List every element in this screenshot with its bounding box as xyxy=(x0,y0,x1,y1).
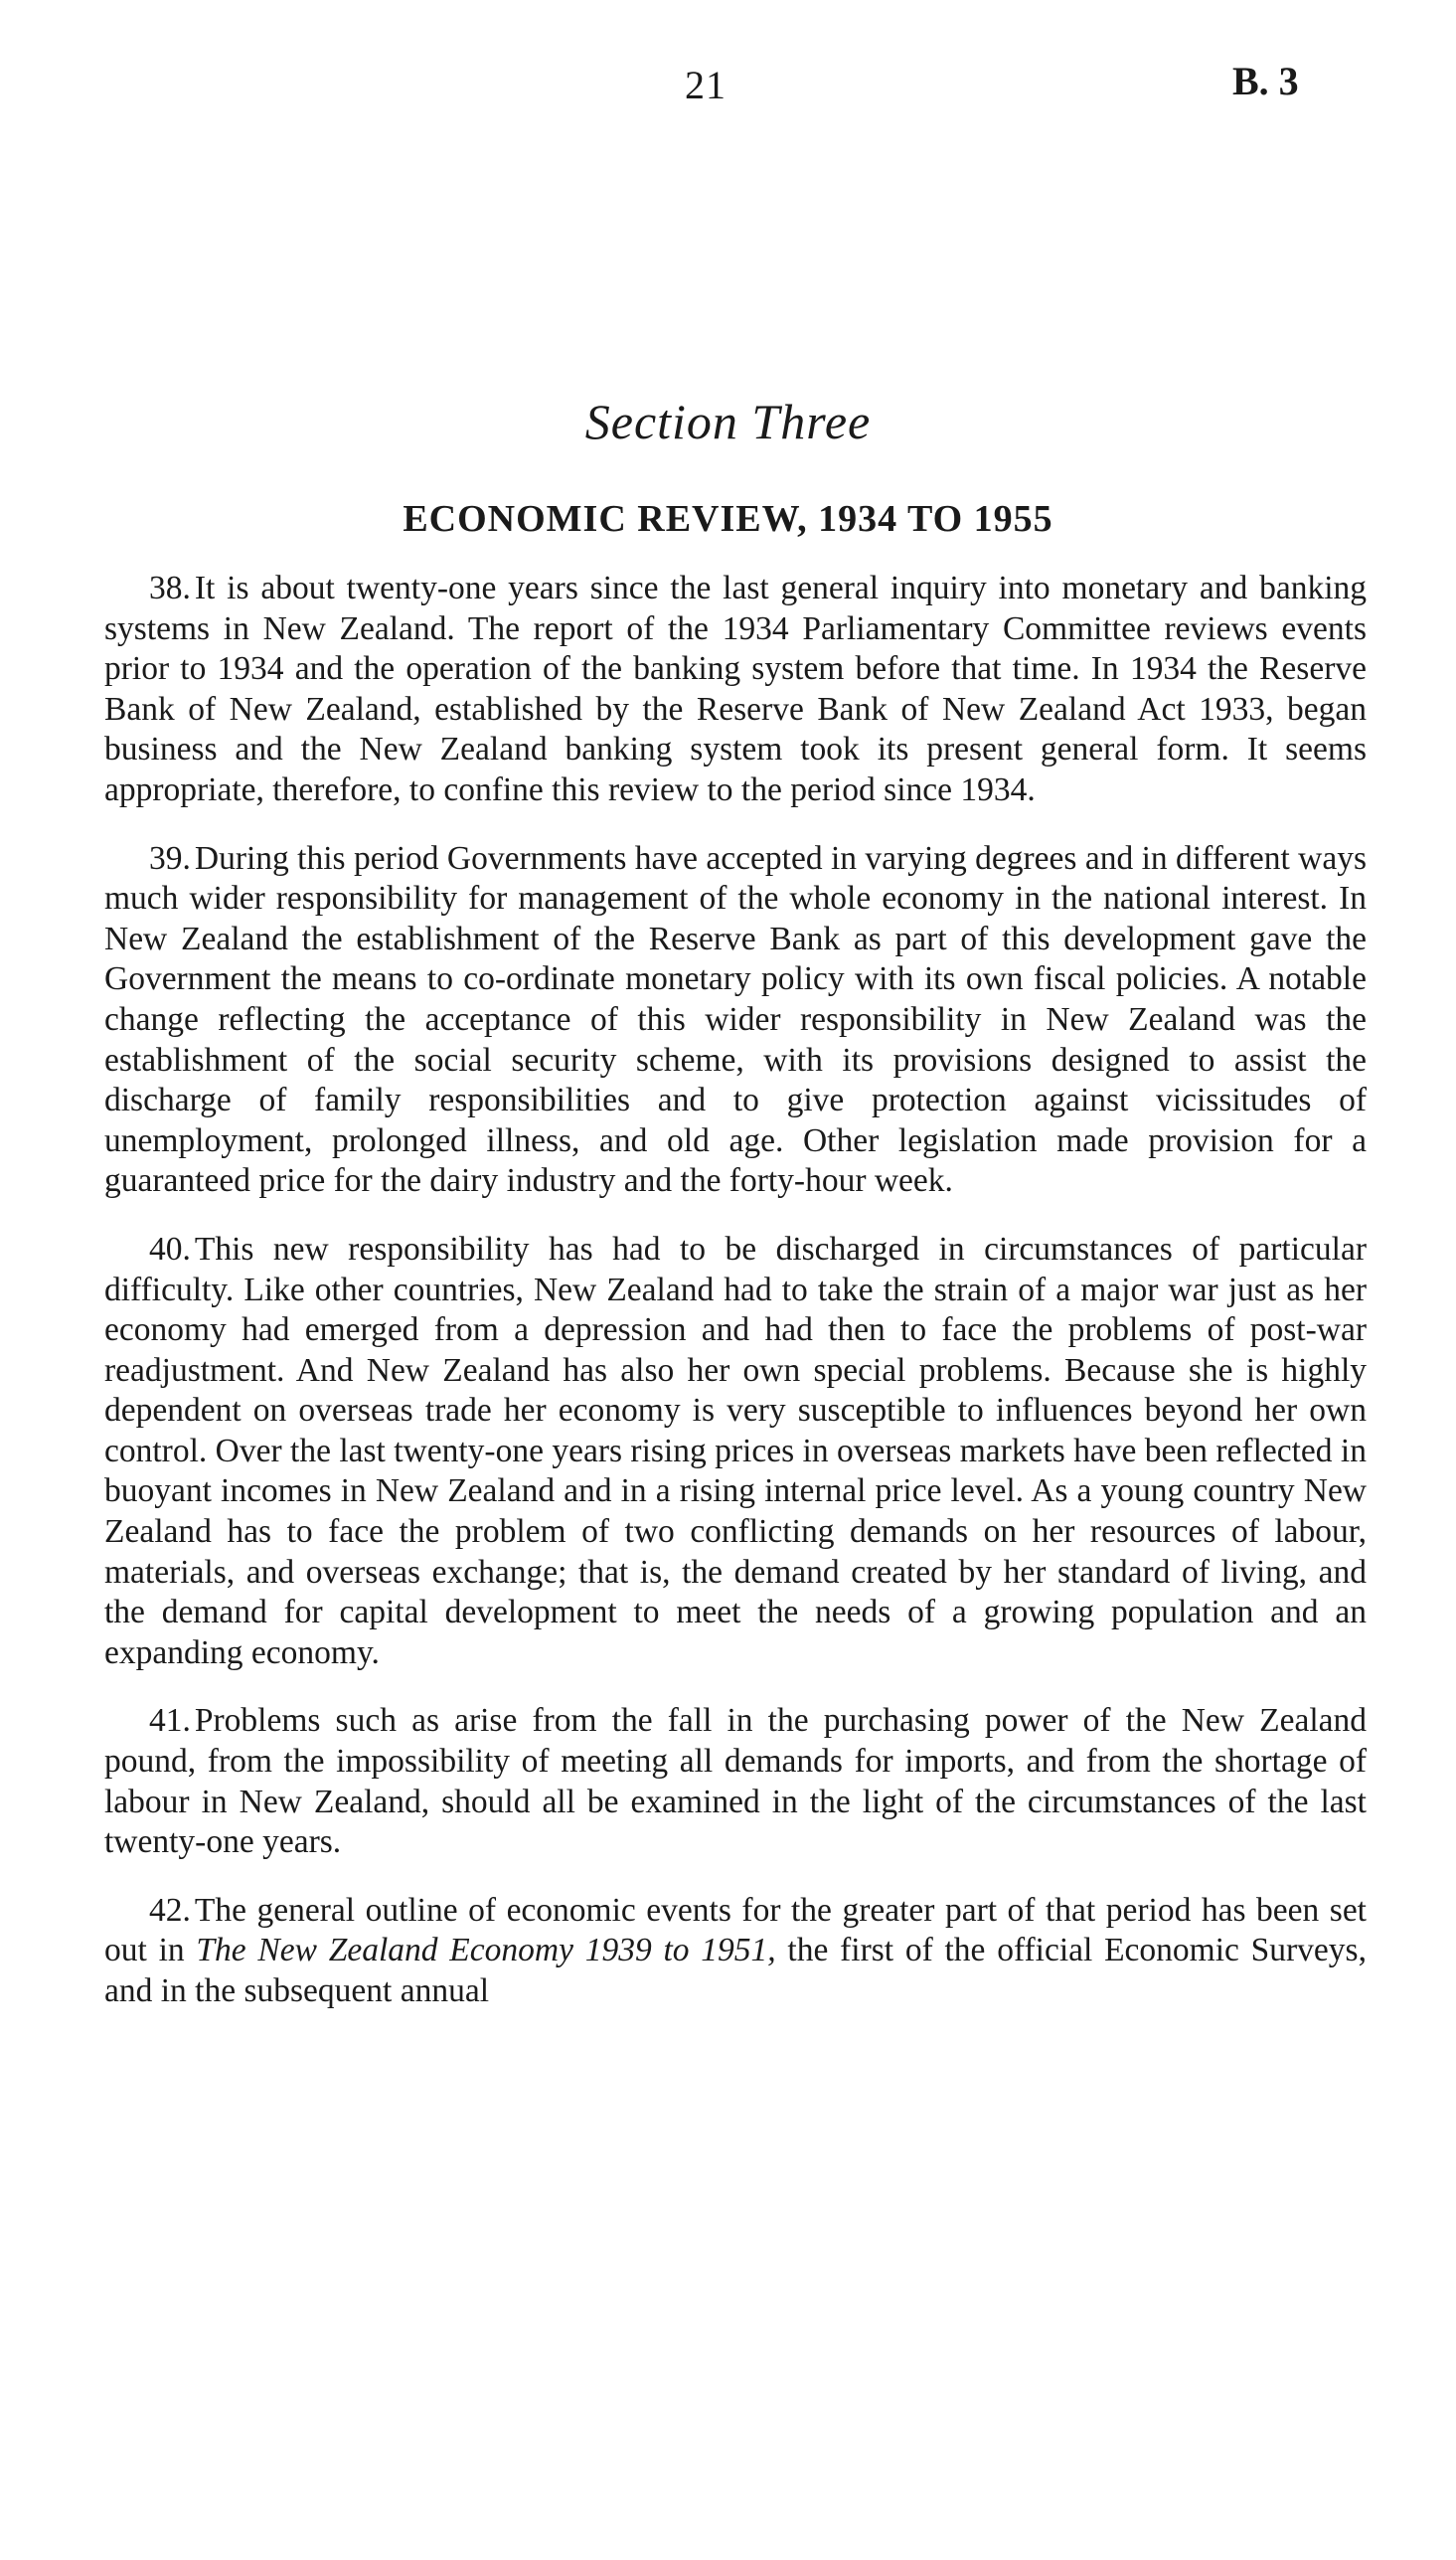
paragraph-number: 40. xyxy=(149,1230,191,1268)
paragraph-42 xyxy=(104,1891,1367,2012)
paragraph-number: 38. xyxy=(149,570,191,606)
document-reference: B. 3 xyxy=(1232,59,1299,103)
paragraph-40 xyxy=(104,1230,1367,1674)
paragraph-text-continued: the first of the official Economic Surveys, and in the subsequent annual xyxy=(104,1932,1367,2009)
paragraph-text: This new responsibility has had to be discharged in circumstances of particular difficulty. Like other countries, New Zealand had to take the strain of a major war just as her economy had emerged from a depression and had then to face the problems of post-war readjustment. And New Zealand has also her own special problems. Because she is highly dependent on overseas trade her economy is very susceptible to influences beyond her own control. Over the last twenty-one years rising prices in overseas markets have been reflected in buoyant incomes in New Zealand and in a rising internal price level. As a young country New Zealand has to face the problem of two conflicting demands on her resources of labour, materials, and overseas exchange; that is, the demand created by her standard of living, and the demand for capital development to meet the needs of a growing population and an expanding economy. xyxy=(104,1230,1367,1671)
paragraph-number: 41. xyxy=(149,1702,191,1740)
paragraph-text: During this period Governments have accepted in varying degrees and in different ways much wider responsibility for management of the whole economy in the national interest. In New Zealand the establishment of the Reserve Bank as part of this development gave the Government the means to co-ordinate monetary policy with its own fiscal policies. A notable change reflecting the acceptance of this wider responsibility in New Zealand was the establishment of the social security scheme, with its provisions designed to assist the discharge of family responsibilities and to give protection against vicissitudes of unemployment, prolonged illness, and old age. Other legislation made provision for a guaranteed price for the dairy industry and the forty-hour week. xyxy=(104,839,1367,1200)
section-heading: Section Three xyxy=(584,394,872,449)
body-text xyxy=(104,569,1367,2040)
paragraph-number: 42. xyxy=(149,1891,191,1929)
paragraph-text: The general outline of economic events for the greater part of that period has been set out in xyxy=(104,1891,1367,1969)
paragraph-text: Problems such as arise from the fall in the purchasing power of the New Zealand pound, from the impossibility of meeting all demands for imports, and from the shortage of labour in New Zealand, should all be examined in the light of the circumstances of the last twenty-one years. xyxy=(104,1702,1367,1861)
paragraph-number: 39. xyxy=(149,839,191,877)
publication-title: The New Zealand Economy 1939 to 1951, xyxy=(196,1932,776,1969)
paragraph-text: It is about twenty-one years since the last general inquiry into monetary and banking systems in New Zealand. The report of the 1934 Parliamentary Committee reviews events prior to 1934 and the operation of the banking system before that time. In 1934 the Reserve Bank of New Zealand, established by the Reserve Bank of New Zealand Act 1933, began business and the New Zealand banking system took its present general form. It seems appropriate, therefore, to confine this review to the period since 1934. xyxy=(104,570,1367,808)
section-title: ECONOMIC REVIEW, 1934 TO 1955 xyxy=(403,498,1053,540)
page-number: 21 xyxy=(685,63,727,107)
paragraph-39 xyxy=(104,839,1367,1202)
paragraph-38 xyxy=(104,569,1367,811)
paragraph-41 xyxy=(104,1701,1367,1862)
